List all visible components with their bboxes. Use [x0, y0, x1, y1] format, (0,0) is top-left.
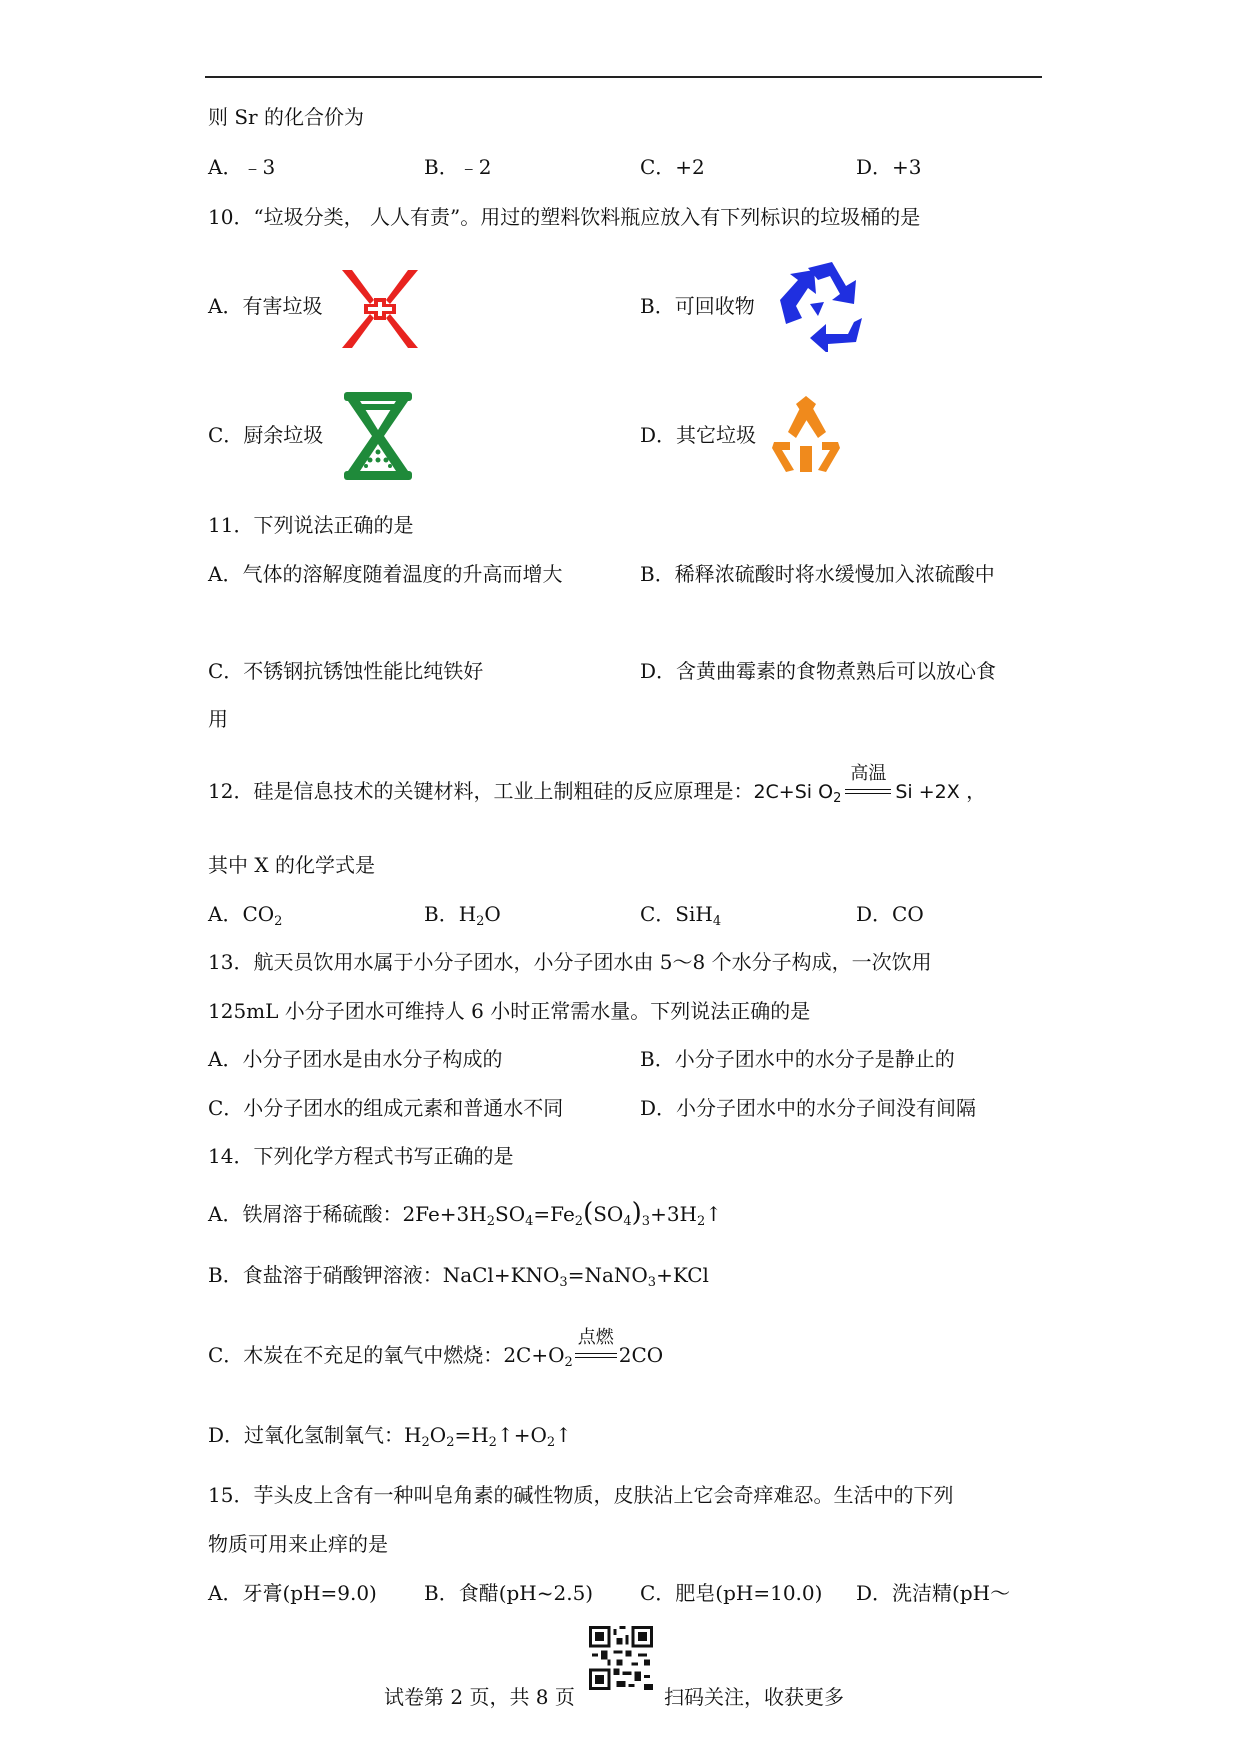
q14-option-d: D．过氧化氢制氧气：$H_2O_2=H_2↑+O_2↑$: [208, 1423, 572, 1450]
q10-option-c: C．厨余垃圾: [208, 423, 324, 447]
q15-option-c: C．肥皂(pH=10.0): [640, 1581, 823, 1605]
q14-stem: 14．下列化学方程式书写正确的是: [208, 1144, 514, 1168]
q12-stem-text: 12．硅是信息技术的关键材料，工业上制粗硅的反应原理是：: [208, 779, 754, 803]
q12-equation-tail: ，: [966, 779, 987, 803]
qr-code-icon[interactable]: [589, 1626, 653, 1690]
q12-stem2: 其中 X 的化学式是: [208, 853, 375, 877]
q15-stem2: 物质可用来止痒的是: [208, 1532, 388, 1556]
q9-stem: 则 Sr 的化合价为: [208, 105, 364, 129]
q9-option-d: D．+3: [856, 155, 922, 179]
q12-stem: [208, 762, 987, 806]
q9-option-a: A．﹣3: [208, 155, 276, 179]
q12-option-c: C．SiH$_4$: [640, 902, 722, 929]
q10-option-b: B．可回收物: [640, 294, 755, 318]
other-waste-icon: [770, 394, 842, 474]
q15-option-a: A．牙膏(pH=9.0): [208, 1581, 377, 1605]
q15-stem: 15．芋头皮上含有一种叫皂角素的碱性物质，皮肤沾上它会奇痒难忍。生活中的下列: [208, 1483, 954, 1507]
q10-stem: 10．“垃圾分类， 人人有责”。用过的塑料饮料瓶应放入有下列标识的垃圾桶的是: [208, 205, 921, 229]
recyclable-icon: [776, 258, 870, 352]
q12-option-b: B．$H_2O$: [424, 902, 501, 929]
q13-option-c: C．小分子团水的组成元素和普通水不同: [208, 1096, 564, 1120]
q10-option-a: A．有害垃圾: [208, 294, 323, 318]
q13-option-d: D．小分子团水中的水分子间没有间隔: [640, 1096, 977, 1120]
hazardous-waste-icon: [338, 268, 422, 350]
q13-stem: 13．航天员饮用水属于小分子团水，小分子团水由 5～8 个水分子构成，一次饮用: [208, 950, 932, 974]
q15-option-d: D．洗洁精(pH～: [856, 1581, 1011, 1605]
q11-stem: 11．下列说法正确的是: [208, 513, 414, 537]
q13-option-b: B．小分子团水中的水分子是静止的: [640, 1047, 955, 1071]
kitchen-waste-icon: [340, 390, 416, 482]
q11-option-d: D．含黄曲霉素的食物煮熟后可以放心食: [640, 659, 997, 683]
q12-option-a: A．$CO_2$: [208, 902, 283, 929]
q9-option-c: C．+2: [640, 155, 705, 179]
q11-option-b: B．稀释浓硫酸时将水缓慢加入浓硫酸中: [640, 562, 995, 586]
q13-option-a: A．小分子团水是由水分子构成的: [208, 1047, 503, 1071]
q14-option-b: B．食盐溶于硝酸钾溶液：$NaCl+KNO_3=NaNO_3+KCl$: [208, 1263, 709, 1290]
promo-text: 扫码关注，收获更多: [664, 1685, 844, 1709]
q11-option-a: A．气体的溶解度随着温度的升高而增大: [208, 562, 563, 586]
q15-option-b: B．食醋(pH~2.5): [424, 1581, 594, 1605]
q12-equation-right: Si +2X: [895, 781, 960, 803]
page-number: 试卷第 2 页，共 8 页: [384, 1685, 575, 1709]
q12-option-d: D．CO: [856, 902, 924, 926]
q14-option-c: C．木炭在不充足的氧气中燃烧：$2C+O_2$ 点燃 2CO: [208, 1326, 664, 1370]
q11-option-d-continuation: 用: [208, 707, 228, 731]
q10-option-d: D．其它垃圾: [640, 423, 757, 447]
q12-equation-left: 2C+Si $O_2$: [753, 781, 842, 806]
q9-option-b: B．﹣2: [424, 155, 492, 179]
q11-option-c: C．不锈钢抗锈蚀性能比纯铁好: [208, 659, 484, 683]
header-rule: [205, 76, 1042, 78]
q13-stem2: 125mL 小分子团水可维持人 6 小时正常需水量。下列说法正确的是: [208, 999, 811, 1023]
q14-option-a: A．铁屑溶于稀硫酸：$2Fe+3H_2SO_4=Fe_2(SO_4)_3+3H_2↑$: [208, 1198, 723, 1229]
q12-condition: 高温: [845, 781, 891, 805]
